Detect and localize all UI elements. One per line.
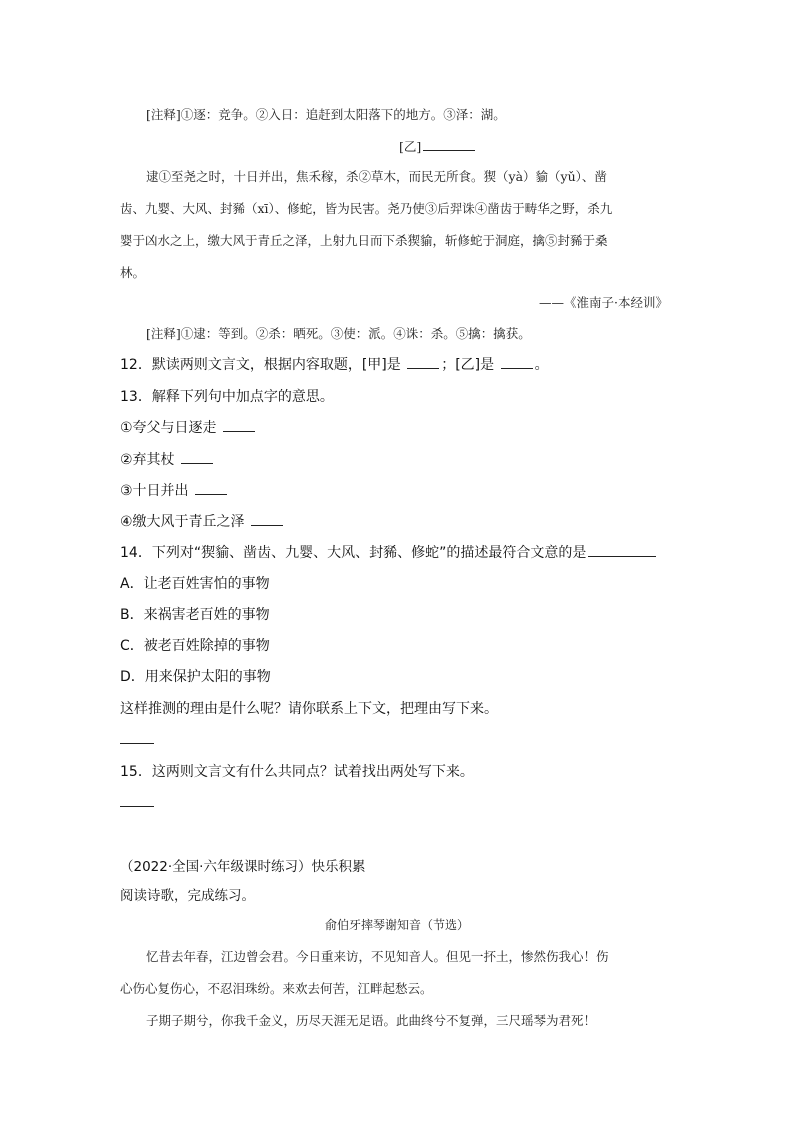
passage-b-line-4: 林。 xyxy=(120,265,146,280)
q13-item-4 xyxy=(120,511,285,531)
question-13-stem: 13．解释下列句中加点字的意思。 xyxy=(120,389,334,405)
q12-prefix: 12．默读两则文言文，根据内容取题，[甲]是 xyxy=(120,357,401,373)
poem-title: 俞伯牙摔琴谢知音（节选） xyxy=(324,918,469,932)
question-14-stem xyxy=(120,542,658,562)
q13-item-4-text: ④缴大风于青丘之泽 xyxy=(120,514,245,530)
q14-option-a[interactable]: A．让老百姓害怕的事物 xyxy=(120,576,270,592)
q14-answer-blank[interactable] xyxy=(120,742,154,744)
q14-blank[interactable] xyxy=(588,542,656,557)
passage-b-title xyxy=(399,136,477,155)
q13-item-2-text: ②弃其杖 xyxy=(120,452,175,468)
q13-blank-2[interactable] xyxy=(181,449,213,464)
passage-b-line-2: 齿、九婴、大风、封豨（xī）、修蛇，皆为民害。尧乃使③后羿诛④凿齿于畴华之野，杀九 xyxy=(120,201,613,216)
q15-answer-blank[interactable] xyxy=(120,805,154,807)
q13-blank-3[interactable] xyxy=(195,480,227,495)
q13-item-3-text: ③十日并出 xyxy=(120,483,189,499)
q14-stem-text: 14．下列对“猰貐、凿齿、九婴、大风、封豨、修蛇”的描述最符合文意的是 xyxy=(120,545,587,561)
passage-b-notes: [注释]①逮：等到。②杀：晒死。③使：派。④诛：杀。⑤擒：擒获。 xyxy=(146,326,531,341)
q13-item-2 xyxy=(120,449,215,469)
q13-item-1-text: ①夸父与日逐走 xyxy=(120,420,217,436)
q13-blank-4[interactable] xyxy=(251,511,283,526)
q13-item-3 xyxy=(120,480,229,500)
q14-option-b[interactable]: B．来祸害老百姓的事物 xyxy=(120,607,270,623)
q12-blank-b[interactable] xyxy=(501,354,533,369)
passage-b-line-1: 逮①至尧之时，十日并出，焦禾稼，杀②草木，而民无所食。猰（yà）貐（yǔ）、凿 xyxy=(146,169,607,184)
passage-b-line-3: 婴于凶水之上，缴大风于青丘之泽，上射九日而下杀猰貐，斩修蛇于洞庭，擒⑤封豨于桑 xyxy=(120,233,608,248)
passage-b-source: ——《淮南子·本经训》 xyxy=(539,295,668,310)
section-instruction: 阅读诗歌，完成练习。 xyxy=(120,888,255,904)
q12-mid: ；[乙]是 xyxy=(441,357,495,373)
question-15-stem: 15．这两则文言文有什么共同点？试着找出两处写下来。 xyxy=(120,764,474,780)
passage-b-title-text: [乙] xyxy=(399,139,422,154)
q14-option-c[interactable]: C．被老百姓除掉的事物 xyxy=(120,638,270,654)
title-blank[interactable] xyxy=(423,136,475,151)
q14-followup: 这样推测的理由是什么呢？请你联系上下文，把理由写下来。 xyxy=(120,701,498,717)
q13-item-1 xyxy=(120,417,257,437)
q12-suffix: 。 xyxy=(534,357,549,373)
q14-option-d[interactable]: D．用来保护太阳的事物 xyxy=(120,669,271,685)
passage-a-notes: [注释]①逐：竞争。②入日：追赶到太阳落下的地方。③泽：湖。 xyxy=(146,107,506,122)
question-12 xyxy=(120,354,549,374)
poem-line-1: 忆昔去年春，江边曾会君。今日重来访，不见知音人。但见一抔土，惨然伤我心！伤 xyxy=(146,949,609,964)
q12-blank-a[interactable] xyxy=(407,354,439,369)
section-header: （2022·全国·六年级课时练习）快乐积累 xyxy=(120,859,366,875)
poem-line-3: 子期子期兮，你我千金义，历尽天涯无足语。此曲终兮不复弹，三尺瑶琴为君死！ xyxy=(146,1013,597,1028)
poem-line-2: 心伤心复伤心，不忍泪珠纷。来欢去何苦，江畔起愁云。 xyxy=(120,981,433,996)
q13-blank-1[interactable] xyxy=(223,417,255,432)
